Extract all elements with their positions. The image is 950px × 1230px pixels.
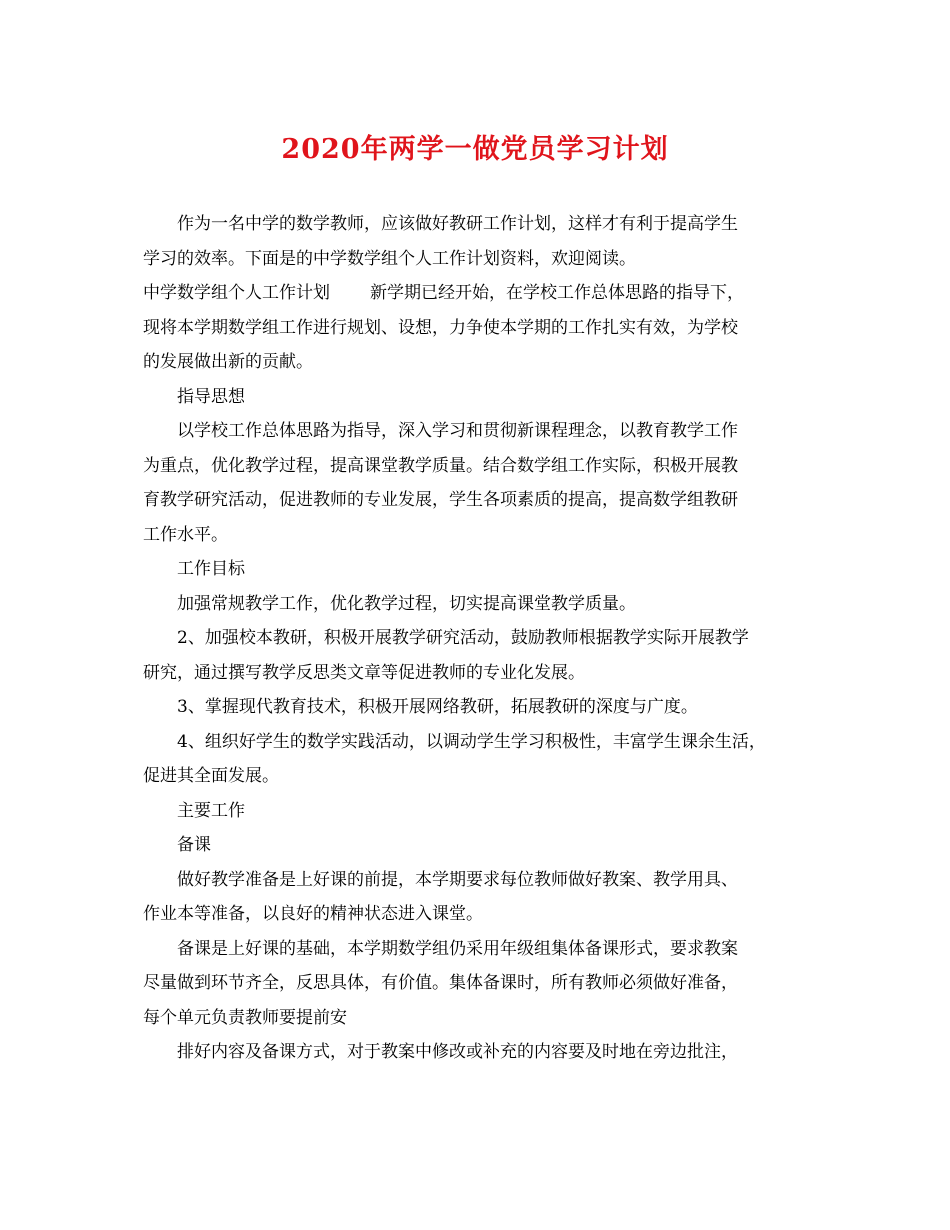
document-title: 2020年两学一做党员学习计划 [281,134,669,165]
paragraph-line: 促进其全面发展。 [143,766,279,786]
paragraph-line: 尽量做到环节齐全，反思具体，有价值。集体备课时，所有教师必须做好准备， [143,973,738,993]
document-body [143,207,823,1070]
paragraph-line: 2、加强校本教研，积极开展教学研究活动，鼓励教师根据教学实际开展教学 [177,628,749,648]
paragraph-line: 作为一名中学的数学教师，应该做好教研工作计划，这样才有利于提高学生 [177,214,738,234]
paragraph-line: 4、组织好学生的数学实践活动，以调动学生学习积极性，丰富学生课余生活， [177,731,766,752]
inline-heading: 中学数学组个人工作计划 [143,283,330,303]
paragraph-line: 研究，通过撰写教学反思类文章等促进教师的专业化发展。 [143,662,585,683]
section-heading: 指导思想 [177,386,245,407]
paragraph-line: 以学校工作总体思路为指导，深入学习和贯彻新课程理念，以教育教学工作 [177,421,738,441]
paragraph-line: 现将本学期数学组工作进行规划、设想，力争使本学期的工作扎实有效，为学校 [143,317,738,338]
paragraph-line: 3、掌握现代教育技术，积极开展网络教研，拓展教研的深度与广度。 [177,697,698,717]
paragraph-line [143,276,823,311]
paragraph-line: 排好内容及备课方式，对于教案中修改或补充的内容要及时地在旁边批注， [177,1042,738,1062]
paragraph-line: 每个单元负责教师要提前安 [143,1007,347,1028]
paragraph-line: 为重点，优化教学过程，提高课堂教学质量。结合数学组工作实际，积极开展教 [143,455,738,476]
paragraph-line: 做好教学准备是上好课的前提，本学期要求每位教师做好教案、教学用具、 [177,869,738,890]
paragraph-line: 备课是上好课的基础，本学期数学组仍采用年级组集体备课形式，要求教案 [177,938,738,959]
paragraph-line: 学习的效率。下面是的中学数学组个人工作计划资料，欢迎阅读。 [143,248,636,269]
section-heading: 主要工作 [177,800,245,821]
paragraph-line: 育教学研究活动，促进教师的专业发展，学生各项素质的提高，提高数学组教研 [143,490,738,510]
paragraph-text: 新学期已经开始，在学校工作总体思路的指导下， [370,283,744,303]
paragraph-line: 作业本等准备，以良好的精神状态进入课堂。 [143,904,483,924]
paragraph-line: 加强常规教学工作，优化教学过程，切实提高课堂教学质量。 [177,593,636,614]
paragraph-line: 工作水平。 [143,524,228,545]
paragraph-line: 的发展做出新的贡献。 [143,352,313,372]
section-heading: 工作目标 [177,559,245,579]
section-heading: 备课 [177,835,211,855]
